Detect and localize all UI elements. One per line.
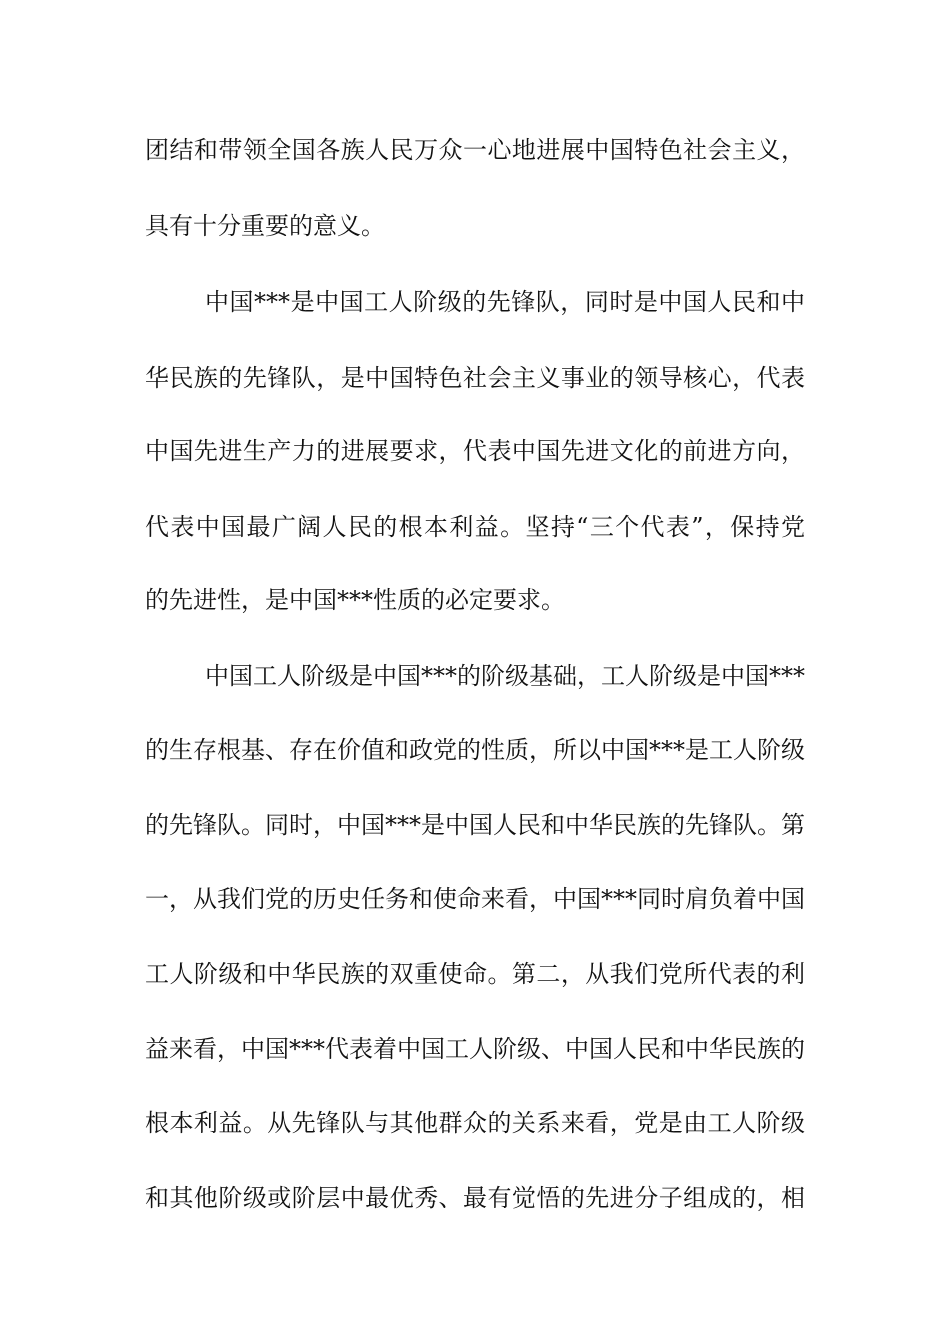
paragraph-line: 代表中国最广阔人民的根本利益。坚持“三个代表”，保持党 bbox=[145, 513, 805, 541]
paragraph-line: 中国先进生产力的进展要求，代表中国先进文化的前进方向， bbox=[145, 437, 805, 465]
paragraph-line: 的先进性，是中国***性质的必定要求。 bbox=[145, 586, 565, 614]
paragraph-line: 和其他阶级或阶层中最优秀、最有觉悟的先进分子组成的，相 bbox=[145, 1184, 805, 1212]
paragraph-line: 工人阶级和中华民族的双重使命。第二，从我们党所代表的利 bbox=[145, 960, 805, 988]
paragraph-line: 团结和带领全国各族人民万众一心地进展中国特色社会主义， bbox=[145, 136, 805, 164]
paragraph-line: 的生存根基、存在价值和政党的性质，所以中国***是工人阶级 bbox=[145, 736, 805, 764]
paragraph-line: 的先锋队。同时，中国***是中国人民和中华民族的先锋队。第 bbox=[145, 811, 805, 839]
paragraph-line: 中国工人阶级是中国***的阶级基础，工人阶级是中国*** bbox=[205, 662, 805, 690]
paragraph-line: 一，从我们党的历史任务和使命来看，中国***同时肩负着中国 bbox=[145, 885, 805, 913]
paragraph-line: 华民族的先锋队，是中国特色社会主义事业的领导核心，代表 bbox=[145, 364, 805, 392]
paragraph-line: 中国***是中国工人阶级的先锋队，同时是中国人民和中 bbox=[205, 288, 805, 316]
paragraph-line: 具有十分重要的意义。 bbox=[145, 212, 385, 240]
paragraph-line: 根本利益。从先锋队与其他群众的关系来看，党是由工人阶级 bbox=[145, 1109, 805, 1137]
paragraph-line: 益来看，中国***代表着中国工人阶级、中国人民和中华民族的 bbox=[145, 1035, 805, 1063]
